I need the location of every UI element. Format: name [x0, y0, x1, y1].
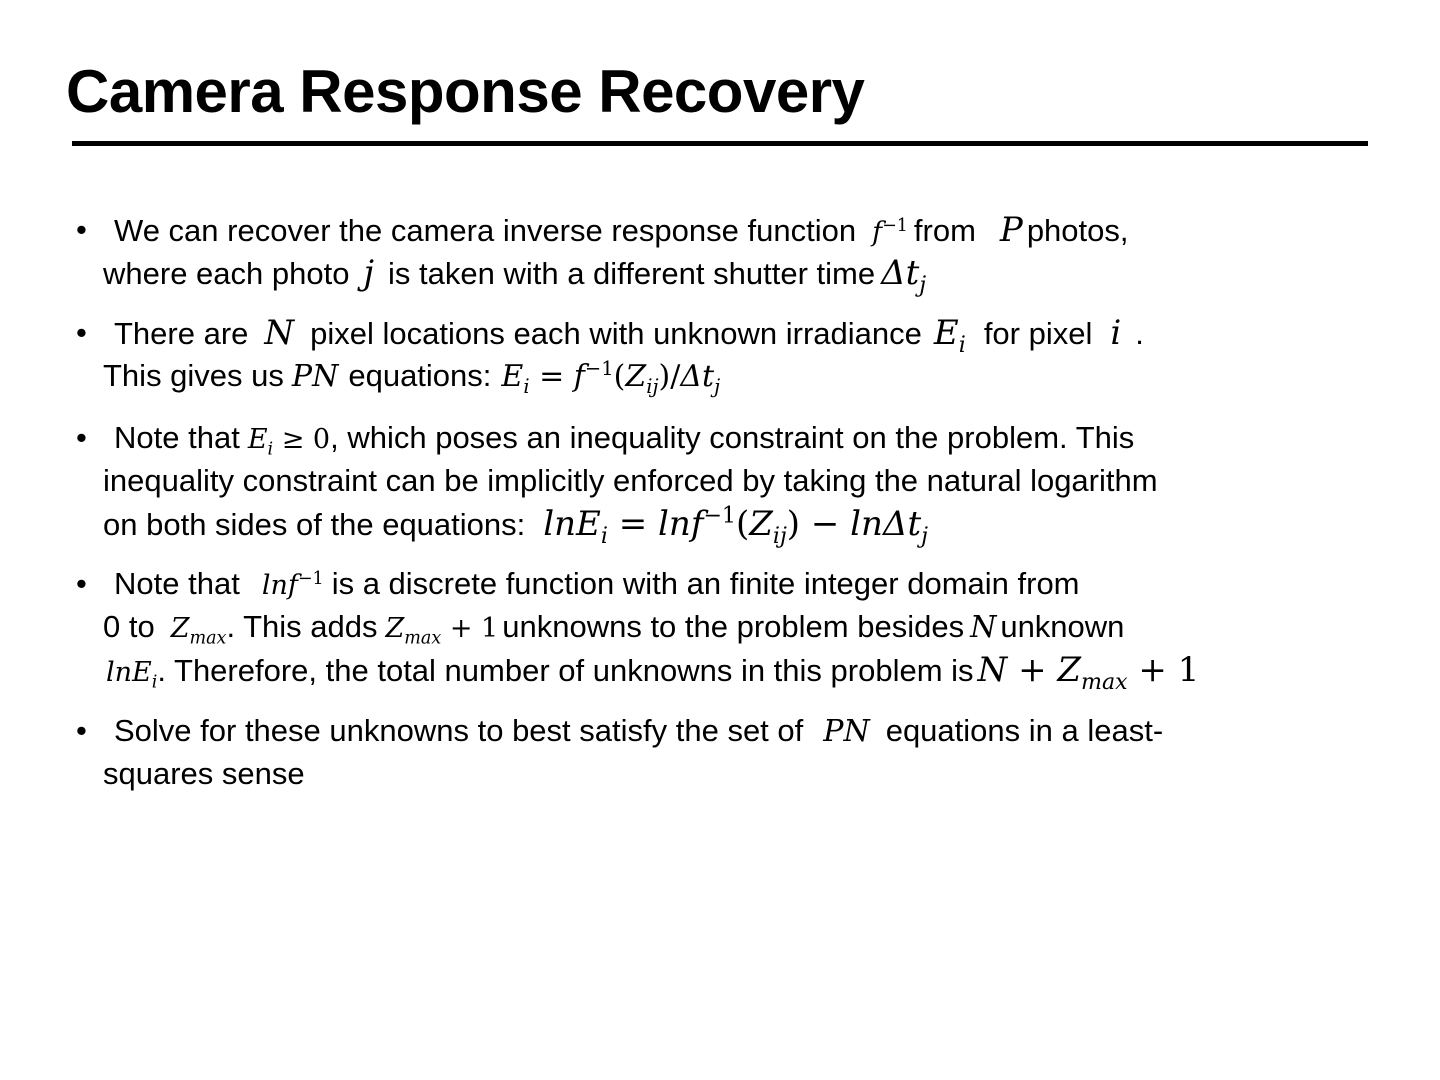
math-PN: PN — [291, 359, 339, 394]
text: . — [1135, 316, 1144, 351]
bullet-5-line-2 — [103, 754, 305, 794]
bullet-4-line-2 — [103, 607, 1124, 649]
text: from — [913, 213, 976, 248]
math-E-i: $E_i$ — [933, 313, 966, 358]
text: on both sides of the equations: — [103, 507, 526, 542]
math-i: i — [1110, 313, 1122, 353]
bullet-2-line-2 — [103, 356, 720, 397]
text: is a discrete function with an finite integer domain from — [331, 566, 1080, 601]
bullet-1-line-2 — [103, 253, 927, 298]
text: This gives us — [103, 358, 284, 393]
bullet-marker: • — [76, 713, 87, 748]
text: squares sense — [103, 756, 305, 791]
text: , which poses an inequality constraint on the problem. This — [330, 420, 1135, 455]
slide-title: Camera Response Recovery — [66, 58, 865, 125]
bullet-3-line-1 — [114, 418, 1134, 460]
bullet-3-line-2 — [103, 461, 1158, 501]
text: 0 to — [103, 609, 155, 644]
text: pixel locations each with unknown irradiance — [310, 316, 922, 351]
math-ln-f-inverse: lnf$^{-1}$ — [261, 569, 324, 601]
math-E-i-geq-0: $E_i \ge 0$ — [247, 424, 331, 460]
math-Z-max: $Z_{max}$ — [170, 613, 227, 649]
text: equations: — [348, 358, 492, 393]
text: unknown — [1000, 609, 1125, 644]
math-Z-max-plus-1: $Z_{max} + 1$ — [385, 613, 499, 649]
math-N: N — [970, 610, 997, 645]
bullet-marker: • — [76, 315, 87, 350]
math-total-unknowns: $N + Z_{max} + 1$ — [977, 650, 1200, 695]
text: . Therefore, the total number of unknowns in this problem is — [157, 653, 974, 688]
math-PN: PN — [823, 714, 870, 749]
title-divider — [72, 141, 1368, 146]
math-f-inverse: $f^{-1}$ — [872, 216, 908, 248]
bullet-1-line-1 — [114, 210, 1129, 253]
bullet-5-line-1 — [114, 711, 1163, 752]
bullet-marker: • — [76, 566, 87, 601]
math-P: P — [999, 210, 1023, 250]
text: equations in a least- — [885, 713, 1164, 748]
bullet-marker: • — [76, 420, 87, 455]
equation-irradiance: $E_i = f^{-1}(Z_{ij})/\Delta t_j$ — [501, 357, 721, 398]
math-j: j — [363, 253, 375, 293]
math-ln-E-i: lnE$_i$ — [106, 657, 158, 693]
text: Note that — [114, 420, 240, 455]
text: We can recover the camera inverse response function — [114, 213, 857, 248]
text: is taken with a different shutter time — [388, 256, 876, 291]
text: unknowns to the problem besides — [502, 609, 965, 644]
equation-log-irradiance: $\ln E_i = \ln f^{-1}(Z_{ij}) - \ln\Delta t_j$ — [543, 502, 929, 549]
bullet-marker: • — [76, 212, 87, 247]
math-delta-t-j: $\Delta t_j$ — [881, 253, 927, 298]
text: inequality constraint can be implicitly enforced by taking the natural logarithm — [103, 463, 1158, 498]
bullet-4-line-3 — [106, 650, 1199, 693]
text: There are — [114, 316, 249, 351]
text: . This adds — [226, 609, 378, 644]
text: Solve for these unknowns to best satisfy the set of — [114, 713, 804, 748]
bullet-3-line-3 — [103, 502, 929, 549]
math-N: N — [264, 313, 295, 353]
text: for pixel — [983, 316, 1093, 351]
text: where each photo — [103, 256, 350, 291]
text: Note that — [114, 566, 240, 601]
text: photos, — [1026, 213, 1129, 248]
bullet-4-line-1 — [114, 564, 1080, 606]
bullet-2-line-1 — [114, 313, 1144, 358]
